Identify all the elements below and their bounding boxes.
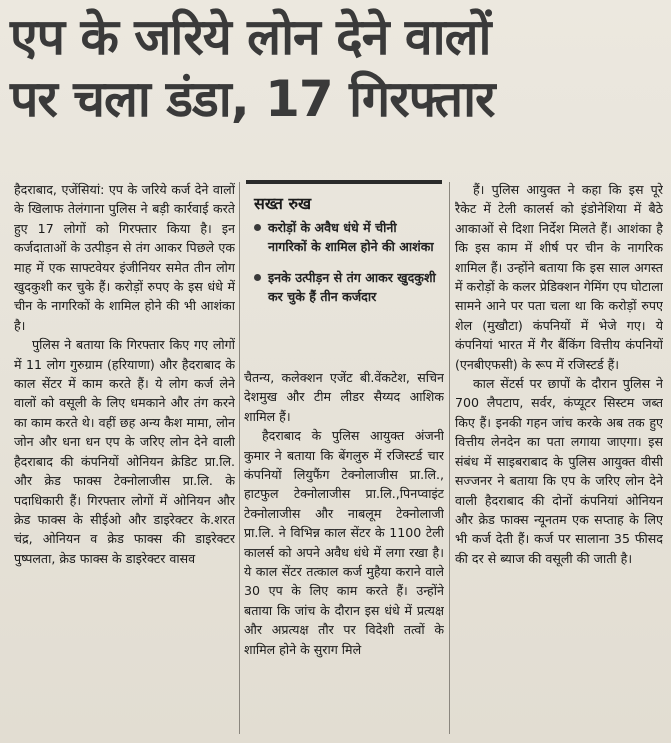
bullet-icon bbox=[254, 224, 261, 231]
column-divider bbox=[449, 182, 450, 734]
column-divider bbox=[239, 182, 240, 734]
box-item-text: करोड़ों के अवैध धंधे में चीनी नागरिकों के शामिल होने की आशंका bbox=[268, 220, 434, 254]
paragraph: हैदराबाद के पुलिस आयुक्त अंजनी कुमार ने बताया कि बेंगलुरु में रजिस्टर्ड चार कंपनियों लियुफैंग टेक्नोलाजीस प्रा.लि., हाटफुल टेक्नोलाजीस प्रा.लि.,पिनप्वाइंट टेक्नोलाजीस और नाबलूम टेक्नोलाजी प्रा.लि. ने विभिन्न काल सेंटर के 1100 टेली कालर्स को अपने अवैध धंधे में लगा रखा है। ये काल सेंटर तत्काल कर्ज मुहैया कराने वाले 30 एप के लिए काम करते हैं। उन्होंने बताया कि जांच के दौरान इस धंधे में प्रत्यक्ष और अप्रत्यक्ष तौर पर विदेशी तत्वों के शामिल होने के सुराग मिले bbox=[244, 428, 444, 657]
sidebar-highlight-box bbox=[246, 180, 442, 364]
paragraph: हैं। पुलिस आयुक्त ने कहा कि इस पूरे रैकेट में टेली कालर्स को इंडोनेशिया में बैठे आकाओं से दिशा निर्देश मिलते हैं। आशंका है कि इस काम में शीर्ष पर चीन के नागरिक शामिल हैं। उन्होंने बताया कि इस साल अगस्त में करोड़ों के कलर प्रेडिक्शन गेमिंग एप घोटाला सामने आने पर पता चला था कि करोड़ों रुपए शेल (मुखौटा) कंपनियों में भेजे गए। ये कंपनियां भारत में गैर बैंकिंग वित्तीय कंपनियों (एनबीएफसी) के रूप में रजिस्टर्ड हैं। bbox=[455, 182, 663, 372]
box-list-item bbox=[254, 268, 436, 306]
bullet-icon bbox=[254, 274, 261, 281]
paragraph: पुलिस ने बताया कि गिरफ्तार किए गए लोगों में 11 लोग गुरुग्राम (हरियाणा) और हैदराबाद के काल सेंटर में काम करते हैं। ये लोग कर्ज लेने वालों को वसूली के लिए धमकाने और तंग करने का काम करते थे। वहीं छह अन्य कैश मामा, लोन जोन और धना धन एप के जरिए लोन देने वाली हैदराबाद की कंपनियों ओनियन क्रेडिट प्रा.लि. और क्रेड फाक्स टेक्नोलाजीस प्रा.लि. के पदाधिकारी हैं। गिरफ्तार लोगों में ओनियन और क्रेड फाक्स के सीईओ और डाइरेक्टर के.शरत चंद्र, ओनियन व क्रेड फाक्स की डाइरेक्टर पुष्पलता, क्रेड फाक्स के डाइरेक्टर वासव bbox=[14, 337, 235, 566]
article-column-3 bbox=[455, 180, 663, 736]
article-column-1 bbox=[14, 180, 235, 736]
paragraph: काल सेंटर्स पर छापों के दौरान पुलिस ने 700 लैपटाप, सर्वर, कंप्यूटर सिस्टम जब्त किए हैं। इनकी गहन जांच करके अब तक हुए वित्तीय लेनदेन का पता लगाया जाएगा। इस संबंध में साइबराबाद के पुलिस आयुक्त वीसी सज्जनर ने बताया कि एप के जरिए लोन देने वाली हैदराबाद की दोनों कंपनियां ओनियन और क्रेड फाक्स न्यूनतम एक सप्ताह के लिए भी कर्ज देती हैं। कर्ज पर सालाना 35 फीसद की दर से ब्याज की वसूली की जाती है। bbox=[455, 376, 663, 566]
box-list-item bbox=[254, 218, 436, 256]
headline bbox=[10, 6, 660, 130]
box-item-text: इनके उत्पीड़न से तंग आकर खुदकुशी कर चुके हैं तीन कर्जदार bbox=[268, 270, 436, 304]
box-list bbox=[246, 218, 442, 306]
headline-line-1: एप के जरिये लोन देने वालों bbox=[10, 8, 491, 66]
headline-line-2: पर चला डंडा, 17 गिरफ्तार bbox=[10, 70, 495, 128]
paragraph: हैदराबाद, एजेंसियां: एप के जरिये कर्ज देने वालों के खिलाफ तेलंगाना पुलिस ने बड़ी कार्रवाई करते हुए 17 लोगों को गिरफ्तार किया है। इन कर्जदाताओं के उत्पीड़न से तंग आकर पिछले एक माह में एक साफ्टवेयर इंजीनियर समेत तीन लोग खुदकुशी कर चुके हैं। करोड़ों रुपए के इस धंधे में चीन के नागरिकों के शामिल होने की भी आशंका है। bbox=[14, 182, 235, 333]
paragraph: चैतन्य, कलेक्शन एजेंट बी.वेंकटेश, सचिन देशमुख और टीम लीडर सैय्यद आशिक शामिल हैं। bbox=[244, 370, 444, 424]
box-title: सख्त रुख bbox=[254, 194, 312, 213]
article-column-2 bbox=[244, 368, 444, 736]
